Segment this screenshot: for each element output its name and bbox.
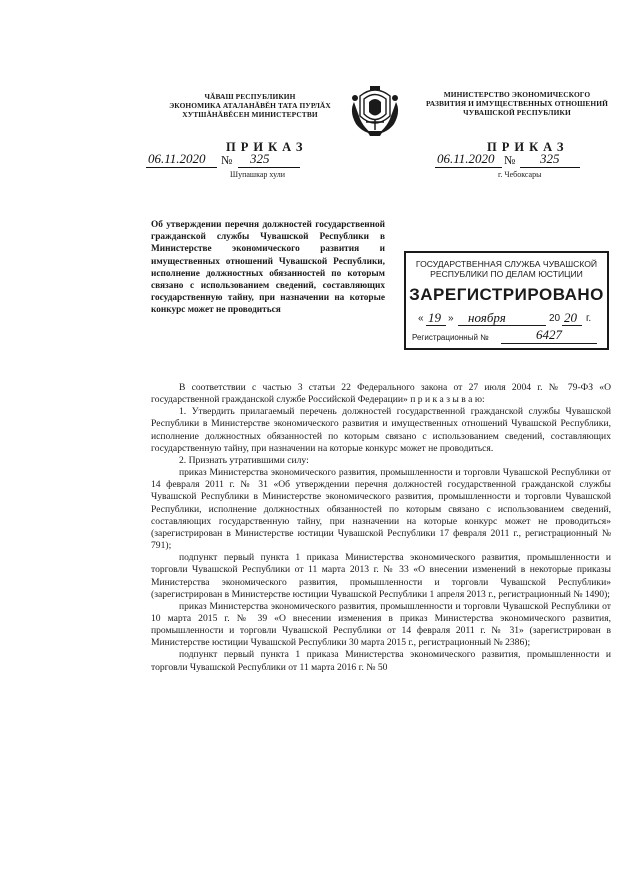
date-underline-right [435, 167, 502, 168]
order-date-left: 06.11.2020 [148, 151, 206, 166]
stamp-quote-close: » [448, 313, 454, 324]
stamp-authority [406, 259, 607, 279]
order-title-left: ПРИКАЗ [226, 140, 308, 154]
body-paragraph-intro: В соответствии с частью 3 статьи 22 Федерального закона от 27 июля 2004 г. № 79-ФЗ «О государственной гражданской службе Российской Федерации» п р и к а з ы в а ю: [151, 382, 611, 406]
stamp-day: 19 [428, 310, 441, 325]
registration-stamp [404, 251, 609, 350]
stamp-year-underline [562, 325, 582, 326]
order-title-right: ПРИКАЗ [487, 140, 569, 154]
order-number-left: 325 [250, 151, 270, 166]
header-right-line: РАЗВИТИЯ И ИМУЩЕСТВЕННЫХ ОТНОШЕНИЙ [426, 99, 608, 108]
body-paragraph-sub4: подпункт первый пункта 1 приказа Министерства экономического развития, промышленности и торговли Чувашской Республики от 11 марта 2016 г. № 50 [151, 649, 611, 673]
stamp-reg-underline [501, 343, 597, 344]
header-left-line: ЭКОНОМИКА АТАЛАНĂВĔН ТАТА ПУРЛĂХ [169, 101, 331, 110]
number-label-left: № [221, 153, 233, 167]
stamp-month: ноября [468, 310, 506, 325]
stamp-registered: ЗАРЕГИСТРИРОВАНО [409, 285, 604, 304]
chuvash-coat-of-arms-icon [346, 82, 404, 138]
header-right-line: ЧУВАШСКОЙ РЕСПУБЛИКИ [463, 108, 571, 117]
place-right: г. Чебоксары [498, 170, 542, 179]
order-date-right: 06.11.2020 [437, 151, 495, 166]
header-right-line: МИНИСТЕРСТВО ЭКОНОМИЧЕСКОГО [443, 90, 591, 99]
body-paragraph-sub3: приказ Министерства экономического развития, промышленности и торговли Чувашской Республики от 10 марта 2015 г. № 39 «О внесении изменения в приказ Министерства экономического развития, промышленности и торговли Чувашской Республики от 14 февраля 2011 г. № 31» (зарегистрирован в Министерстве юстиции Чувашской Республики 30 марта 2015 г., регистрационный № 2386); [151, 600, 611, 649]
place-left: Шупашкар хули [230, 170, 285, 179]
document-title: Об утверждении перечня должностей государственной гражданской службы Чувашской Республики в Министерстве экономического развития и имущественных отношений Чувашской Республики, исполнение должностных обязанностей по которым связано с использованием сведений, составляющих государственную тайну, при назначении на которые конкурс может не проводиться [151, 220, 385, 316]
stamp-line: ГОСУДАРСТВЕННАЯ СЛУЖБА ЧУВАШСКОЙ [415, 259, 598, 269]
number-underline-right [520, 167, 580, 168]
stamp-reg-label: Регистрационный № [412, 333, 489, 342]
ministry-name-russian [412, 90, 622, 117]
number-underline-left [238, 167, 300, 168]
document-body [151, 382, 611, 674]
order-number-right: 325 [540, 151, 560, 166]
number-label-right: № [504, 153, 516, 167]
stamp-date-row [406, 310, 607, 329]
body-paragraph-sub1: приказ Министерства экономического развития, промышленности и торговли Чувашской Республики от 14 февраля 2011 г. № 31 «Об утверждении перечня должностей государственной гражданской службы Чувашской Республики в Министерстве экономического развития, промышленности и торговли Чувашской Республики, исполнение должностных обязанностей по которым связано с использованием сведений, составляющих государственную тайну, при назначении на которые конкурс может не проводиться» (зарегистрирован в Министерстве юстиции Чувашской Республики 17 февраля 2011 г., регистрационный № 791); [151, 467, 611, 552]
stamp-year-prefix: 20 [549, 313, 561, 324]
header-left-line: ЧĂВАШ РЕСПУБЛИКИН [204, 92, 296, 101]
stamp-reg-number: 6427 [536, 327, 562, 342]
stamp-quote-open: « [418, 313, 424, 324]
header-left-line: ХУТШĂНĂВĔСЕН МИНИСТЕРСТВИ [182, 110, 318, 119]
stamp-day-underline [426, 325, 446, 326]
body-paragraph-item1: 1. Утвердить прилагаемый перечень должностей государственной гражданской службы Чувашской Республики в Министерстве экономического развития и имущественных отношений Чувашской Республики, исполнение должностных обязанностей по которым связано с использованием сведений, составляющих государственную тайну, при назначении на которые конкурс может не проводиться. [151, 406, 611, 454]
stamp-year-suffix: 20 [564, 310, 577, 325]
stamp-line: РЕСПУБЛИКИ ПО ДЕЛАМ ЮСТИЦИИ [430, 269, 583, 279]
body-paragraph-item2: 2. Признать утратившими силу: [179, 454, 309, 466]
ministry-name-chuvash [150, 92, 350, 119]
stamp-month-underline [458, 325, 546, 326]
body-paragraph-sub2: подпункт первый пункта 1 приказа Министерства экономического развития, промышленности и торговли Чувашской Республики от 11 марта 2013 г. № 33 «О внесении изменений в некоторые приказы Министерства экономического развития, промышленности и торговли Чувашской Республики» (зарегистрирован в Министерстве юстиции Чувашской Республики 1 апреля 2013 г., регистрационный № 1490); [151, 552, 611, 600]
stamp-year-end: г. [586, 313, 592, 324]
date-underline-left [146, 167, 217, 168]
